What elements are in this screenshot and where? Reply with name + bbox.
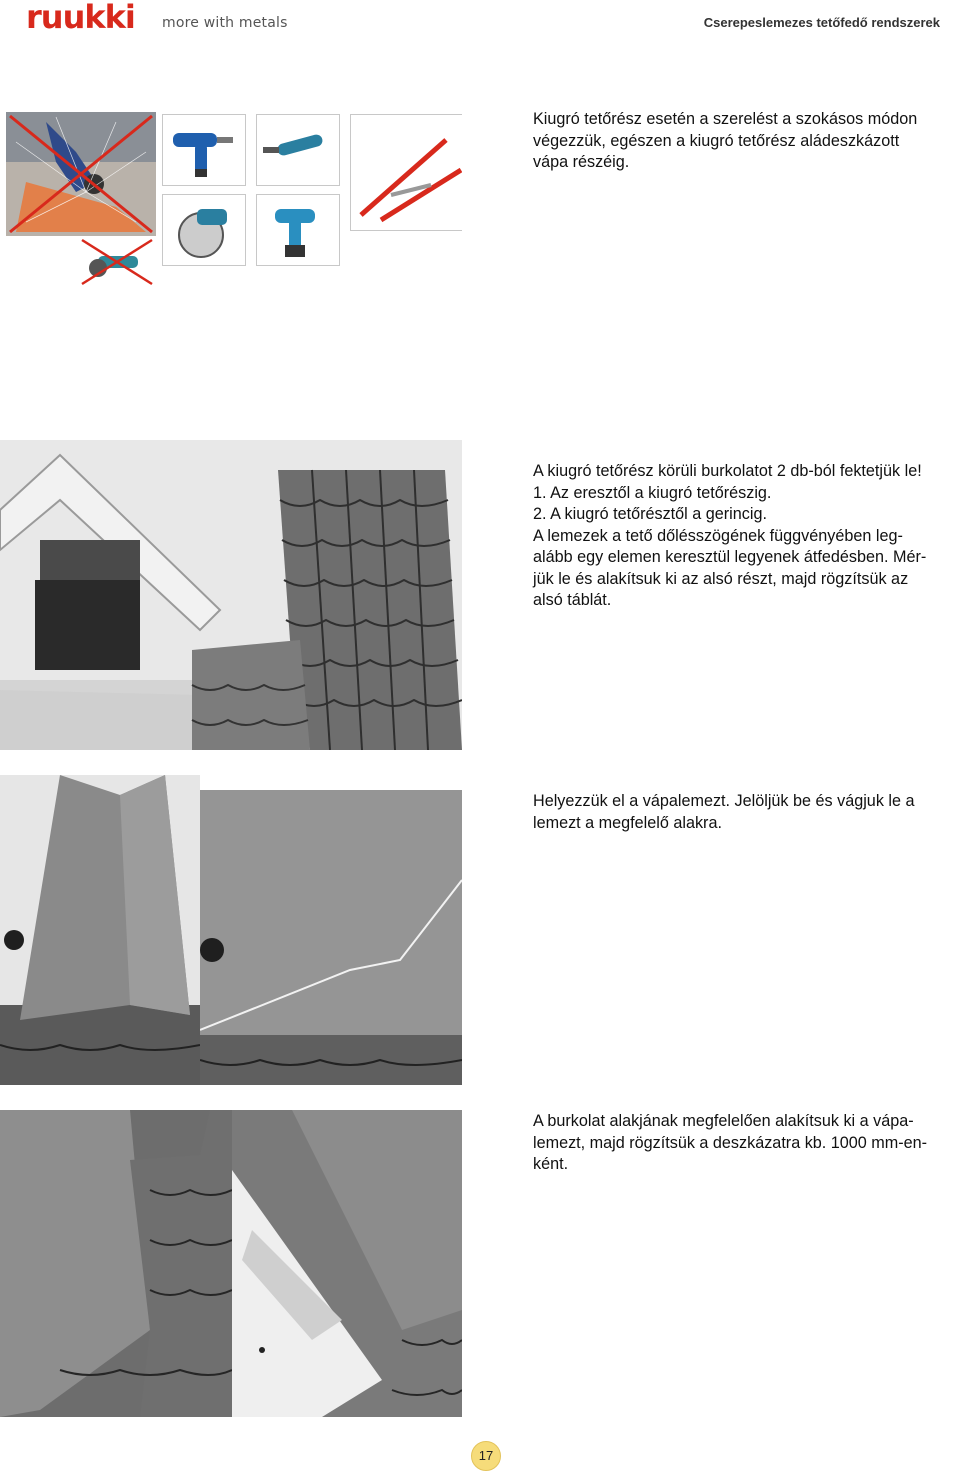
document-title: Cserepeslemezes tetőfedő rendszerek: [703, 15, 940, 30]
text-line: A burkolat alakjának megfelelően alakítsuk ki a vápa-: [533, 1112, 914, 1130]
text-line: lemezt, majd rögzítsük a deszkázatra kb. 1000 mm-en-: [533, 1133, 928, 1152]
page-header: [0, 0, 960, 44]
section-2-text: [533, 461, 953, 612]
text-line: Kiugró tetőrész esetén a szerelést a szokásos módon: [533, 110, 918, 128]
valley-sheet-fixing-photo: [232, 1110, 462, 1417]
cordless-drill-icon: [257, 195, 339, 265]
text-line: jük le és alakítsuk ki az alsó részt, majd rögzítsük az: [533, 569, 909, 588]
screwdriver-icon: [163, 115, 245, 185]
cordless-drill-card: [256, 194, 340, 266]
section-3-text: [533, 791, 953, 834]
section-1-text: [533, 109, 953, 174]
text-line: A lemezek a tető dőlésszögének függvényében leg-: [533, 526, 903, 545]
text-line: 1. Az eresztől a kiugró tetőrészig.: [533, 483, 772, 502]
valley-sheet-marking-photo: [200, 790, 462, 1085]
text-line: A kiugró tetőrész körüli burkolatot 2 db-ból fektetjük le!: [533, 462, 922, 480]
valley-sheet-shaped-photo: [0, 1110, 232, 1417]
text-line: 2. A kiugró tetőrésztől a gerincig.: [533, 505, 767, 523]
shears-card: [350, 114, 462, 231]
text-line: alsó táblát.: [533, 591, 612, 609]
circular-saw-card: [162, 194, 246, 266]
text-line: Helyezzük el a vápalemezt. Jelöljük be és vágjuk le a: [533, 792, 915, 810]
text-line: lemezt a megfelelő alakra.: [533, 813, 722, 832]
dormer-roof-photo: [0, 440, 462, 750]
nibbler-icon: [257, 115, 339, 185]
text-line: végezzük, egészen a kiugró tetőrész aládeszkázott: [533, 131, 900, 150]
tools-illustration: [0, 108, 462, 288]
section-4-text: [533, 1111, 953, 1176]
page-number-badge: 17: [471, 1441, 501, 1471]
angle-grinder-photo-crossed: [6, 112, 156, 236]
tagline: more with metals: [162, 15, 288, 31]
screwdriver-card: [162, 114, 246, 186]
logo-text: ruukki: [26, 2, 135, 32]
text-line: alább egy elemen keresztül legyenek átfedésben. Mér-: [533, 548, 927, 566]
text-line: ként.: [533, 1155, 569, 1173]
small-grinder-crossed: [80, 238, 154, 286]
circular-saw-icon: [163, 195, 245, 265]
ruukki-logo: [26, 2, 151, 32]
text-line: vápa részéig.: [533, 153, 630, 171]
shears-icon: [351, 115, 462, 230]
valley-sheet-placement-photo: [0, 775, 200, 1085]
nibbler-card: [256, 114, 340, 186]
